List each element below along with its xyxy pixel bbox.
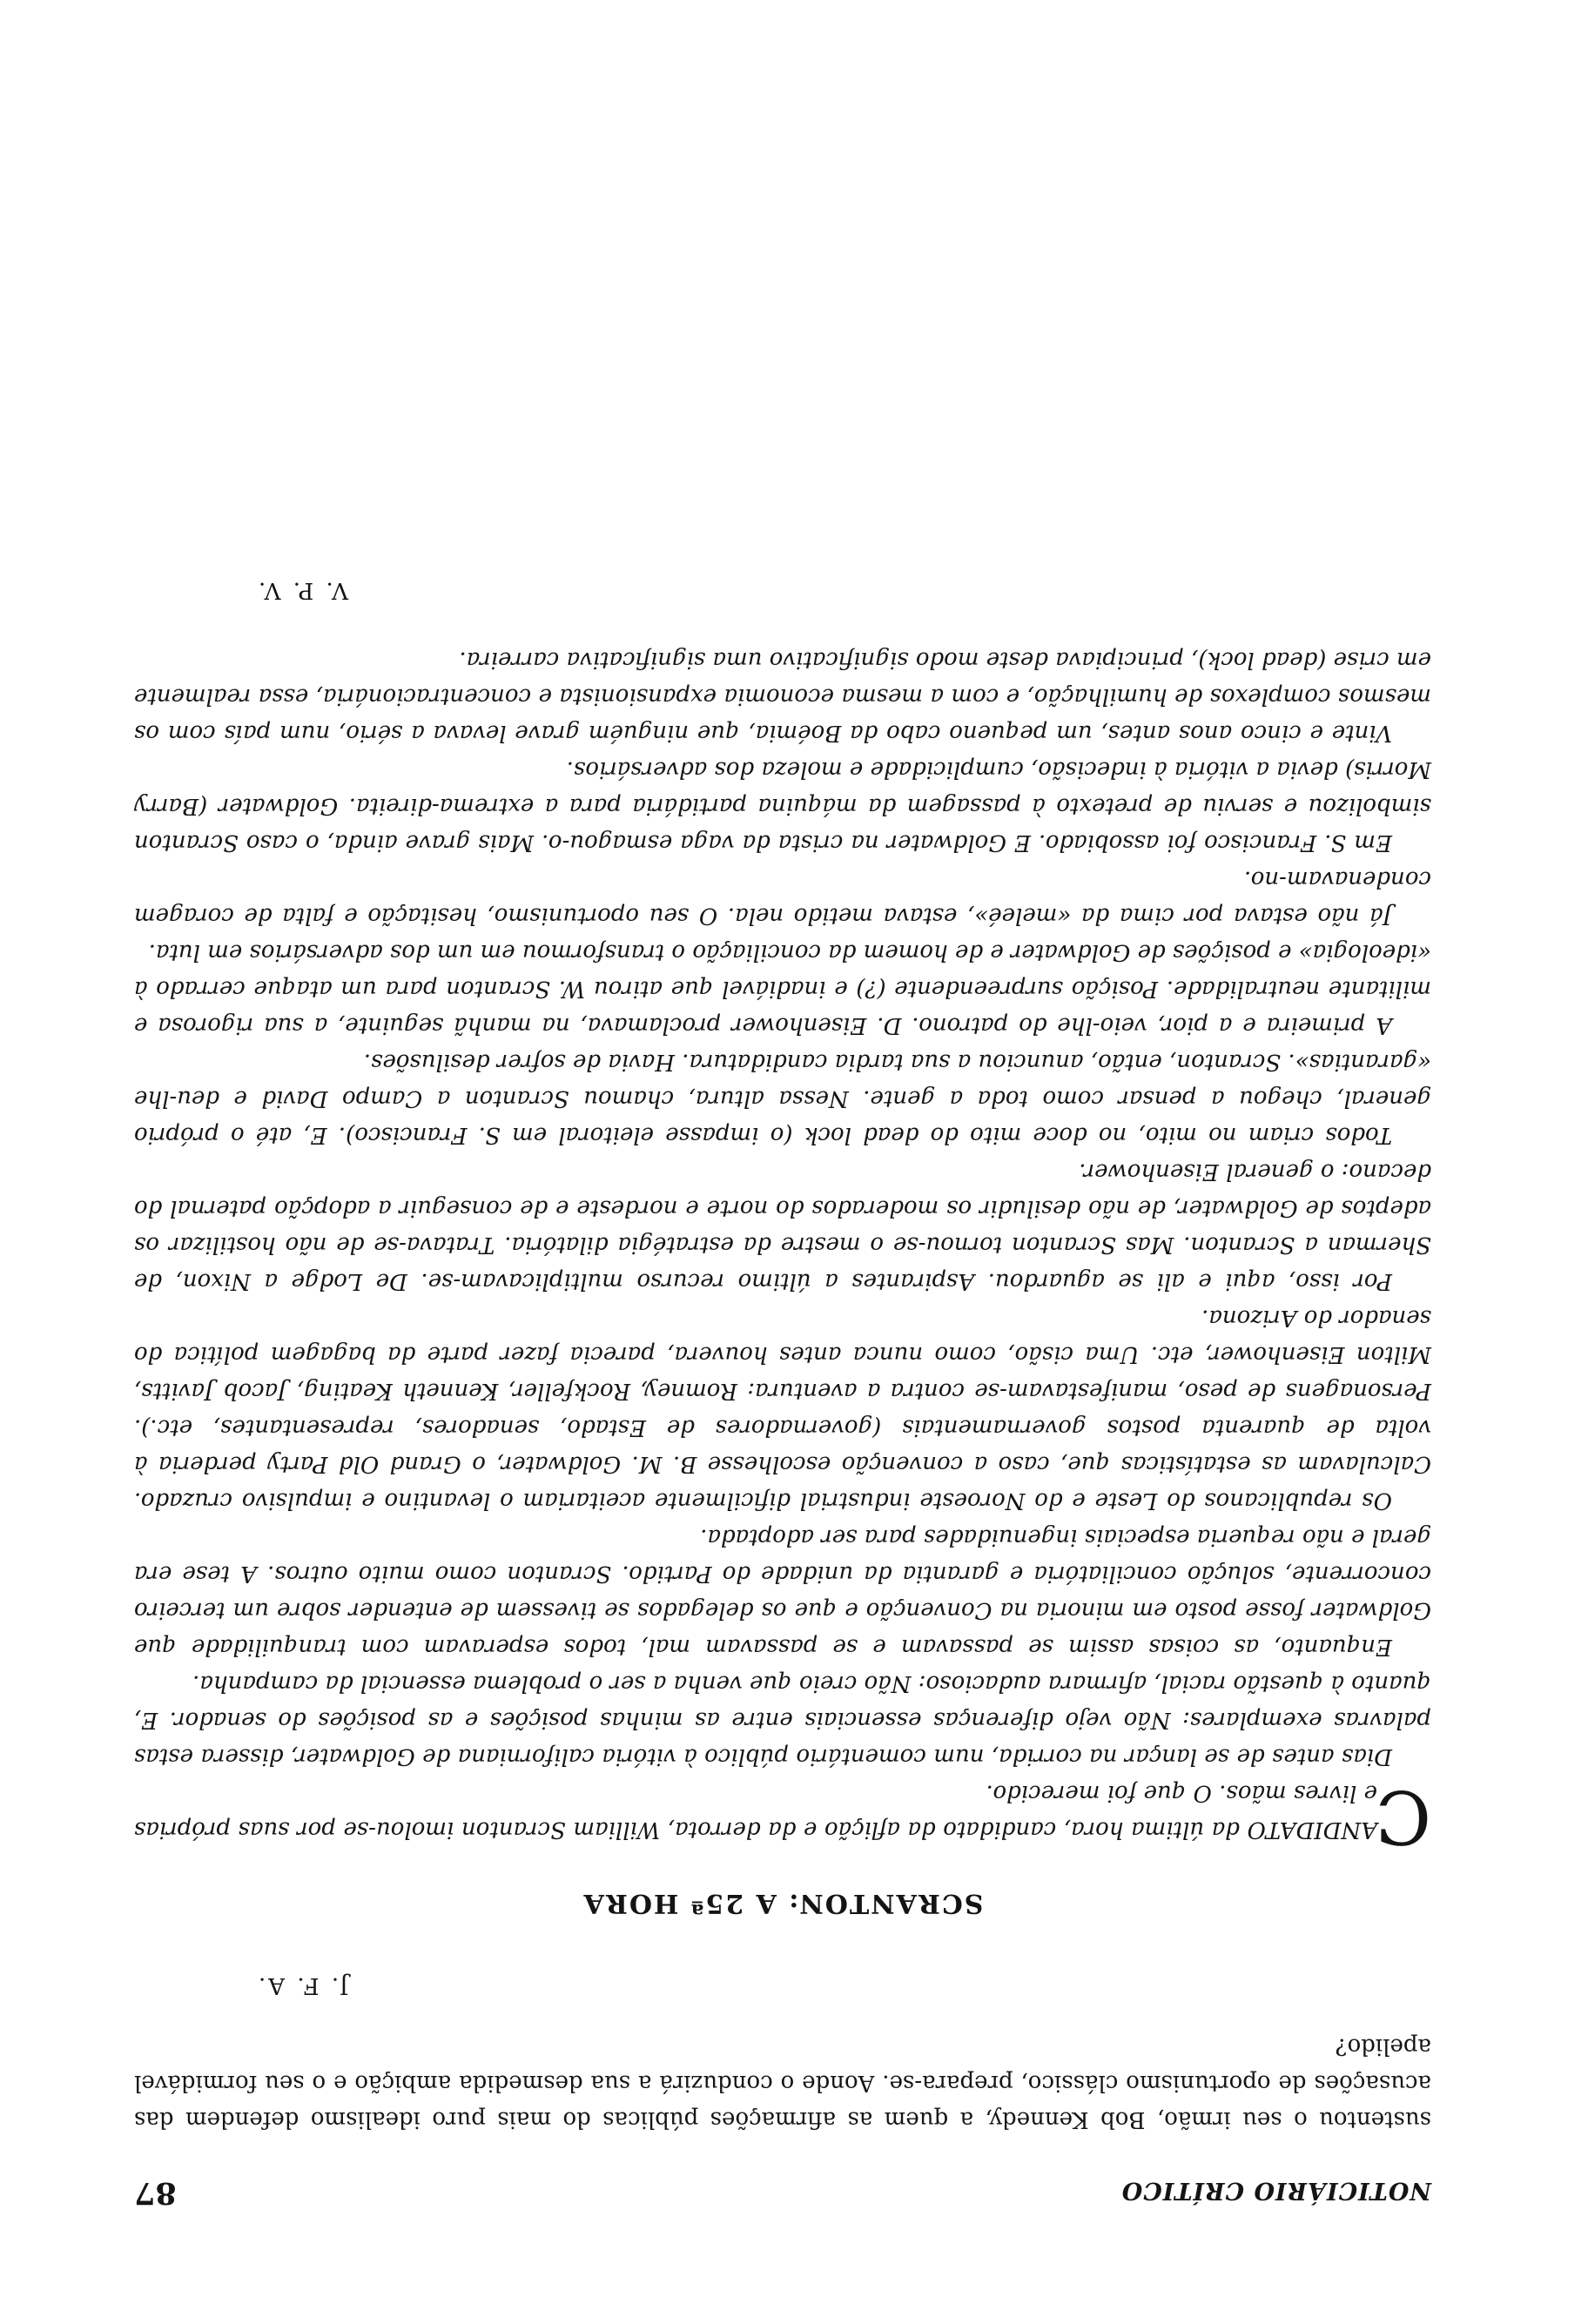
- paragraph-8: Em S. Francisco foi assobiado. E Goldwater na crista da vaga esmagou-o. Mais grave ainda, o caso Scranton simbolizou e serviu de pretexto à passagem da máquina partidária para a extrema-direita. Goldwater (Barry Morris) devia a vitória à indecisão, cumplicidade e moleza dos adversários.: [134, 756, 1431, 856]
- intro-paragraph: sustentou o seu irmão, Bob Kennedy, a quem as afirmações públicas do mais puro idealismo defendem das acusações de oportunismo clássico, prepara-se. Aonde o conduzirá a sua desmedida ambição e o seu formidável apelido?: [134, 2033, 1431, 2133]
- paragraph-5: Todos criam no mito, no doce mito do dead lock (o impasse eleitoral em S. Francisco). E, até o próprio general, chegou a pensar como toda a gente. Nessa altura, chamou Scranton a Campo David e deu-lhe «garantias». Scranton, então, anunciou a sua tardia candidatura. Havia de sofrer desilusões.: [134, 1049, 1431, 1148]
- paragraph-4: Por isso, aqui e ali se aguardou. Aspirantes a último recurso multiplicavam-se. De Lodge a Nixon, de Sherman a Scranton. Mas Scranton tornou-se o mestre da estratégia dilatória. Tratava-se de não hostilizar os adeptos de Goldwater, de não desiludir os moderados do norte e nordeste e de conseguir a adopção paternal do decano: o general Eisenhower.: [134, 1159, 1431, 1294]
- paragraph-9: Vinte e cinco anos antes, um pequeno cabo da Boémia, que ninguém grave levava a sério, num país com os mesmos complexos de humilhação, e com a mesma economia expansionista e concentracionária, essa realmente em crise (dead lock), principiava deste modo significativo uma significativa carreira.: [134, 647, 1431, 746]
- paragraph-3: Os republicanos do Leste e do Noroeste industrial dificilmente aceitariam o levantino e impulsivo cruzado. Calculavam as estatísticas que, caso a convenção escolhesse B. M. Goldwater, o Grand Old Party perderia à volta de quarenta postos governamentais (governadores de Estado, senadores, representantes, etc.). Personagens de peso, manifestavam-se contra a aventura: Romney, Rockfeller, Kenneth Keating, Jacob Javitts, Milton Eisenhower, etc. Uma cisão, como nunca antes houvera, parecia fazer parte da bagagem política do senador do Arizona.: [134, 1305, 1431, 1514]
- article-signature: V. P. V.: [256, 577, 349, 603]
- page-content: [134, 577, 1431, 2211]
- page-number: 87: [134, 2175, 177, 2211]
- drop-cap: C: [1375, 1774, 1431, 1859]
- paragraph-2: Enquanto, as coisas assim se passavam e se passavam mal, todos esperavam com tranquilidade que Goldwater fosse posto em minoria na Convenção e que os delegados se tivessem de entender sobre um terceiro concorrente, solução conciliatória e garantia da unidade do Partido. Scranton como muito outros. A tese era geral e não requeria especiais ingenuidades para ser adoptada.: [134, 1524, 1431, 1660]
- intro-signature: J. F. A.: [256, 1972, 349, 1998]
- lead-paragraph: ANDIDATO da última hora, candidato da aflição e da derrota, William Scranton imolou-se por suas próprias e livres mãos. O que foi merecido.: [134, 1780, 1377, 1843]
- paragraph-7: Já não estava por cima da «meleé», estava metido nela. O seu oportunismo, hesitação e falta de coragem condenavam-no.: [134, 866, 1431, 929]
- paragraph-1: Dias antes de se lançar na corrida, num comentário público à vitória californiana de Goldwater, dissera estas palavras exemplares: Não vejo diferenças essenciais entre as minhas posições e as posições do senador. E, quanto à questão racial, afirmara audacioso: Não creio que venha a ser o problema essencial da campanha.: [134, 1670, 1431, 1770]
- paragraph-6: A primeira e a pior, veio-lhe do patrono. D. Eisenhower proclamava, na manhã seguinte, a sua rigorosa e militante neutralidade. Posição surpreendente (?) e inadiável que atirou W. Scranton para um ataque cerrado à «ideologia» e posições de Goldwater e de homem da conciliação o transformou em um dos adversários em luta.: [134, 939, 1431, 1038]
- page-header: [134, 2162, 1431, 2211]
- article-lead: [134, 1774, 1431, 1859]
- article-title: SCRANTON: A 25ª HORA: [582, 1888, 984, 1918]
- running-title: NOTICIÁRIO CRÍTICO: [1120, 2177, 1431, 2204]
